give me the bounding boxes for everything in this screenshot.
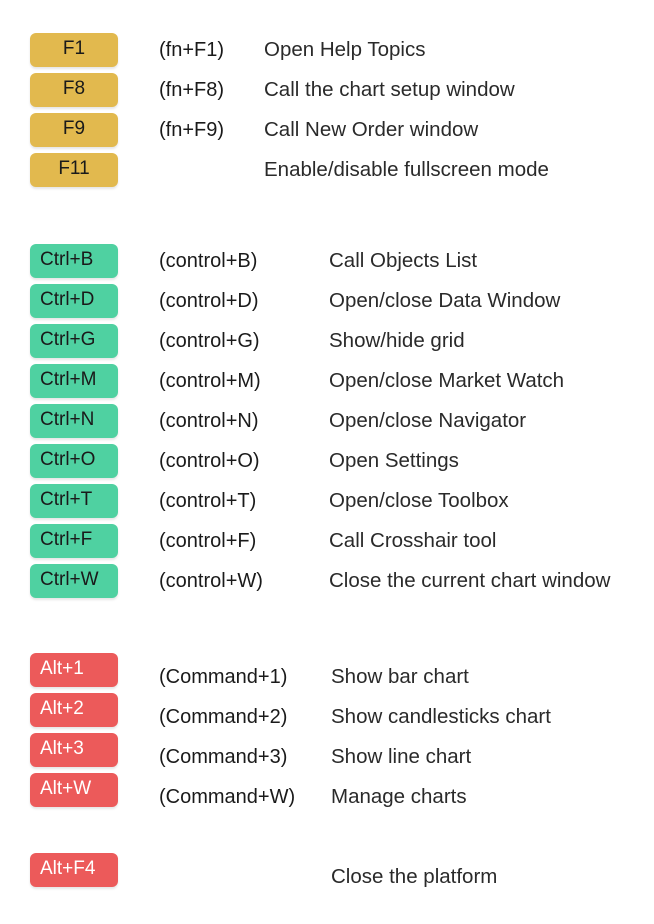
shortcut-row-ctrl-d [0, 284, 654, 318]
shortcut-row-f8 [0, 73, 654, 107]
key-badge: F11 [30, 153, 118, 187]
key-badge: Ctrl+F [30, 524, 118, 558]
mac-shortcut: (control+O) [159, 450, 260, 472]
key-badge: F1 [30, 33, 118, 67]
shortcut-row-alt-1 [0, 660, 654, 694]
shortcut-row-alt-w [0, 780, 654, 814]
key-badge: Alt+1 [30, 653, 118, 687]
shortcut-description: Call Crosshair tool [329, 529, 497, 552]
key-badge: F9 [30, 113, 118, 147]
key-badge: Alt+2 [30, 693, 118, 727]
shortcut-row-alt-f4 [0, 860, 654, 894]
key-badge: Ctrl+B [30, 244, 118, 278]
key-badge: Ctrl+M [30, 364, 118, 398]
key-badge: Ctrl+O [30, 444, 118, 478]
shortcut-row-ctrl-t [0, 484, 654, 518]
mac-shortcut: (Command+3) [159, 746, 288, 768]
shortcut-description: Show/hide grid [329, 329, 465, 352]
shortcut-description: Show line chart [331, 745, 472, 768]
shortcut-description: Open/close Data Window [329, 289, 561, 312]
shortcut-description: Open/close Market Watch [329, 369, 565, 392]
mac-shortcut: (control+W) [159, 570, 263, 592]
mac-shortcut: (control+N) [159, 410, 259, 432]
mac-shortcut: (fn+F8) [159, 79, 225, 101]
mac-shortcut: (fn+F9) [159, 119, 225, 141]
shortcut-row-f9 [0, 113, 654, 147]
key-badge: Ctrl+N [30, 404, 118, 438]
mac-shortcut: (control+B) [159, 250, 258, 272]
shortcut-row-ctrl-g [0, 324, 654, 358]
shortcut-description: Call New Order window [264, 118, 479, 141]
shortcut-description: Show candlesticks chart [331, 705, 551, 728]
shortcut-description: Close the current chart window [329, 569, 611, 592]
shortcut-row-ctrl-w [0, 564, 654, 598]
key-badge: Alt+F4 [30, 853, 118, 887]
shortcut-description: Show bar chart [331, 665, 469, 688]
mac-shortcut: (control+G) [159, 330, 260, 352]
mac-shortcut: (Command+2) [159, 706, 288, 728]
shortcut-description: Enable/disable fullscreen mode [264, 158, 549, 181]
shortcut-description: Open Help Topics [264, 38, 426, 61]
shortcut-row-ctrl-n [0, 404, 654, 438]
mac-shortcut: (control+T) [159, 490, 257, 512]
shortcut-row-ctrl-m [0, 364, 654, 398]
mac-shortcut: (control+M) [159, 370, 261, 392]
shortcut-row-ctrl-o [0, 444, 654, 478]
key-badge: Alt+W [30, 773, 118, 807]
shortcut-row-f1 [0, 33, 654, 67]
shortcut-description: Open/close Toolbox [329, 489, 509, 512]
mac-shortcut: (Command+W) [159, 786, 296, 808]
shortcut-description: Open/close Navigator [329, 409, 527, 432]
key-badge: Ctrl+W [30, 564, 118, 598]
shortcut-description: Call Objects List [329, 249, 478, 272]
shortcut-description: Manage charts [331, 785, 467, 808]
shortcut-row-alt-2 [0, 700, 654, 734]
shortcut-description: Open Settings [329, 449, 459, 472]
key-badge: Ctrl+T [30, 484, 118, 518]
key-badge: Alt+3 [30, 733, 118, 767]
key-badge: Ctrl+D [30, 284, 118, 318]
mac-shortcut: (Command+1) [159, 666, 288, 688]
mac-shortcut: (control+F) [159, 530, 257, 552]
mac-shortcut: (control+D) [159, 290, 259, 312]
shortcut-row-alt-3 [0, 740, 654, 774]
shortcut-row-ctrl-f [0, 524, 654, 558]
key-badge: Ctrl+G [30, 324, 118, 358]
shortcut-description: Call the chart setup window [264, 78, 515, 101]
shortcut-row-f11 [0, 153, 654, 187]
key-badge: F8 [30, 73, 118, 107]
shortcut-row-ctrl-b [0, 244, 654, 278]
mac-shortcut: (fn+F1) [159, 39, 225, 61]
shortcut-description: Close the platform [331, 865, 498, 888]
